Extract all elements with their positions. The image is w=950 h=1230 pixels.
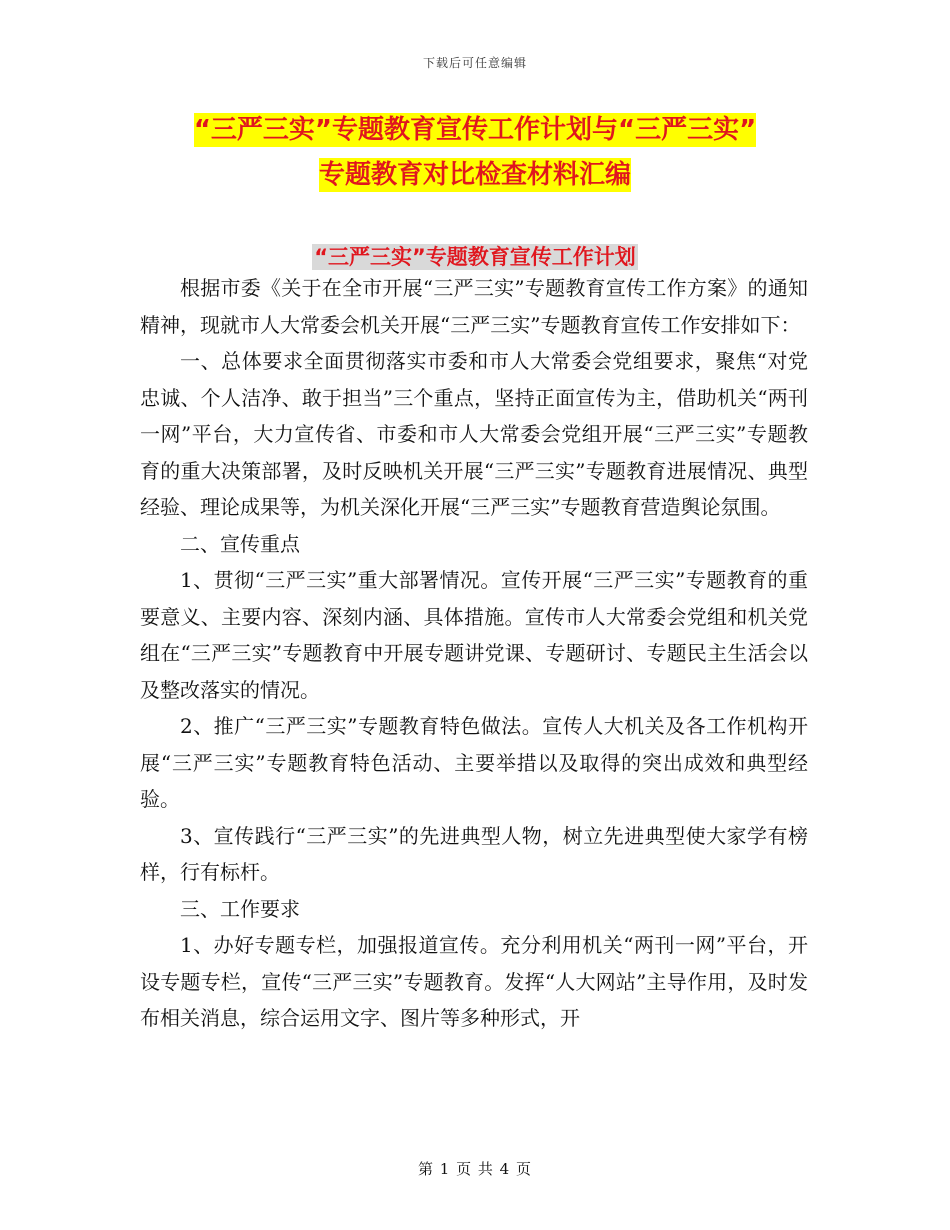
document-title-line-2-text: 专题教育对比检查材料汇编: [318, 160, 631, 190]
paragraph: 根据市委《关于在全市开展“三严三实”专题教育宣传工作方案》的通知精神，现就市人大常委会机关开展“三严三实”专题教育宣传工作安排如下：: [140, 276, 808, 337]
paragraph: 三、工作要求: [180, 896, 300, 921]
section-title: [0, 242, 950, 272]
document-title-line-2: [0, 158, 950, 192]
document-title-line-1: [0, 113, 950, 147]
paragraph: 3、宣传践行“三严三实”的先进典型人物，树立先进典型使大家学有榜样，行有标杆。: [140, 823, 808, 884]
document-title-line-1-text: “三严三实”专题教育宣传工作计划与“三严三实”: [193, 115, 757, 145]
body-text: [140, 270, 808, 1037]
paragraph: 2、推广“三严三实”专题教育特色做法。宣传人大机关及各工作机构开展“三严三实”专题教育特色活动、主要举措以及取得的突出成效和典型经验。: [140, 714, 808, 811]
paragraph: 1、贯彻“三严三实”重大部署情况。宣传开展“三严三实”专题教育的重要意义、主要内容、深刻内涵、具体措施。宣传市人大常委会党组和机关党组在“三严三实”专题教育中开展专题讲党课、专题研讨、专题民主生活会以及整改落实的情况。: [140, 568, 808, 702]
page-footer: 第 1 页 共 4 页: [418, 1160, 532, 1178]
header-note: 下载后可任意编辑: [422, 56, 527, 70]
section-title-text: “三严三实”专题教育宣传工作计划: [314, 245, 636, 269]
paragraph: 一、总体要求全面贯彻落实市委和市人大常委会党组要求，聚焦“对党忠诚、个人洁净、敢于担当”三个重点，坚持正面宣传为主，借助机关“两刊一网”平台，大力宣传省、市委和市人大常委会党组开展“三严三实”专题教育的重大决策部署，及时反映机关开展“三严三实”专题教育进展情况、典型经验、理论成果等，为机关深化开展“三严三实”专题教育营造舆论氛围。: [140, 349, 808, 519]
paragraph: 二、宣传重点: [180, 531, 300, 556]
paragraph: 1、办好专题专栏，加强报道宣传。充分利用机关“两刊一网”平台，开设专题专栏，宣传“三严三实”专题教育。发挥“人大网站”主导作用，及时发布相关消息，综合运用文字、图片等多种形式，开: [140, 933, 808, 1030]
